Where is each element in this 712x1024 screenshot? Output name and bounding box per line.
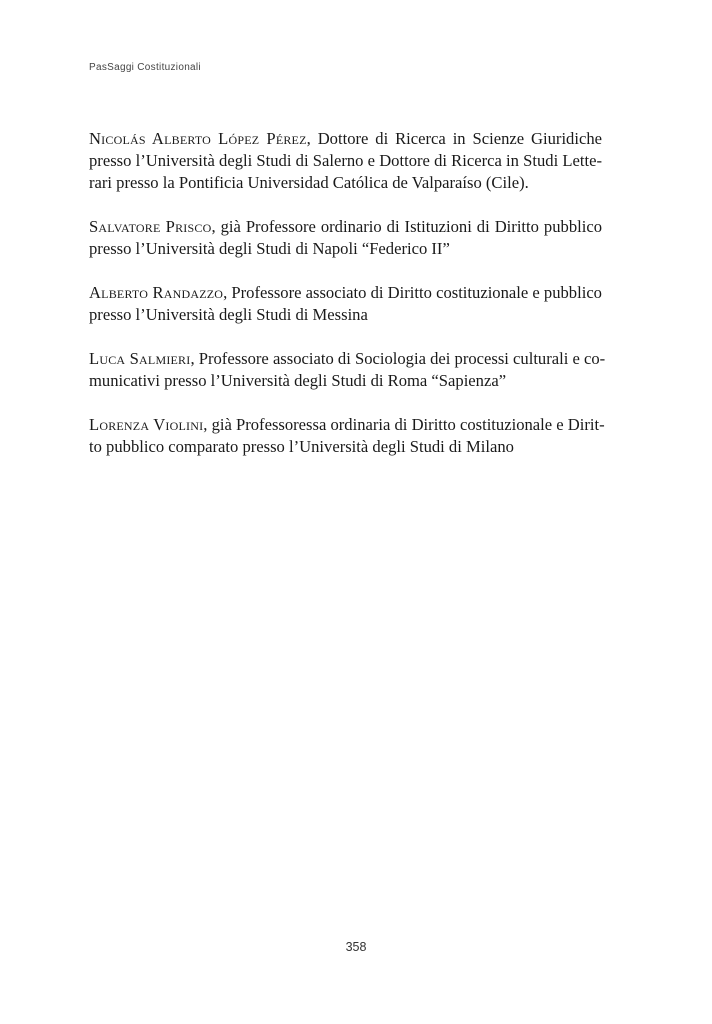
contributor-affiliation: , già Professore ordinario di Istituzioni di Diritto pubblico: [211, 217, 602, 236]
contributor-entry: [89, 414, 605, 458]
entry-line: municativi presso l’Università degli Studi di Roma “Sapienza”: [89, 371, 507, 390]
contributor-entry: [89, 348, 606, 392]
page-number: 358: [345, 940, 367, 954]
contributor-name: Lorenza Violini: [89, 415, 204, 434]
contributors-list: [89, 128, 606, 480]
entry-line: rari presso la Pontificia Universidad Católica de Valparaíso (Cile).: [89, 173, 529, 192]
entry-line: [89, 348, 606, 370]
contributor-entry: [89, 216, 602, 260]
entry-line: [89, 414, 605, 436]
entry-line: to pubblico comparato presso l’Università degli Studi di Milano: [89, 437, 514, 456]
entry-line: presso l’Università degli Studi di Messina: [89, 305, 368, 324]
contributor-entry: [89, 282, 602, 326]
contributor-name: Alberto Randazzo: [89, 283, 224, 302]
entry-line: [89, 282, 602, 304]
contributor-name: Luca Salmieri: [89, 349, 191, 368]
contributor-affiliation: , Professore associato di Sociologia dei processi culturali e co-: [190, 349, 606, 368]
contributor-entry: [89, 128, 602, 194]
entry-line: [89, 216, 602, 238]
contributor-affiliation: , Professore associato di Diritto costituzionale e pubblico: [223, 283, 602, 302]
entry-line: [89, 128, 602, 150]
contributor-affiliation: , già Professoressa ordinaria di Diritto costituzionale e Dirit-: [203, 415, 605, 434]
entry-line: presso l’Università degli Studi di Salerno e Dottore di Ricerca in Studi Lette-: [89, 151, 602, 170]
running-head: PasSaggi Costituzionali: [89, 62, 201, 73]
contributor-affiliation: , Dottore di Ricerca in Scienze Giuridiche: [306, 129, 602, 148]
contributor-name: Salvatore Prisco: [89, 217, 212, 236]
entry-line: presso l’Università degli Studi di Napoli “Federico II”: [89, 239, 450, 258]
contributor-name: Nicolás Alberto López Pérez: [89, 129, 307, 148]
